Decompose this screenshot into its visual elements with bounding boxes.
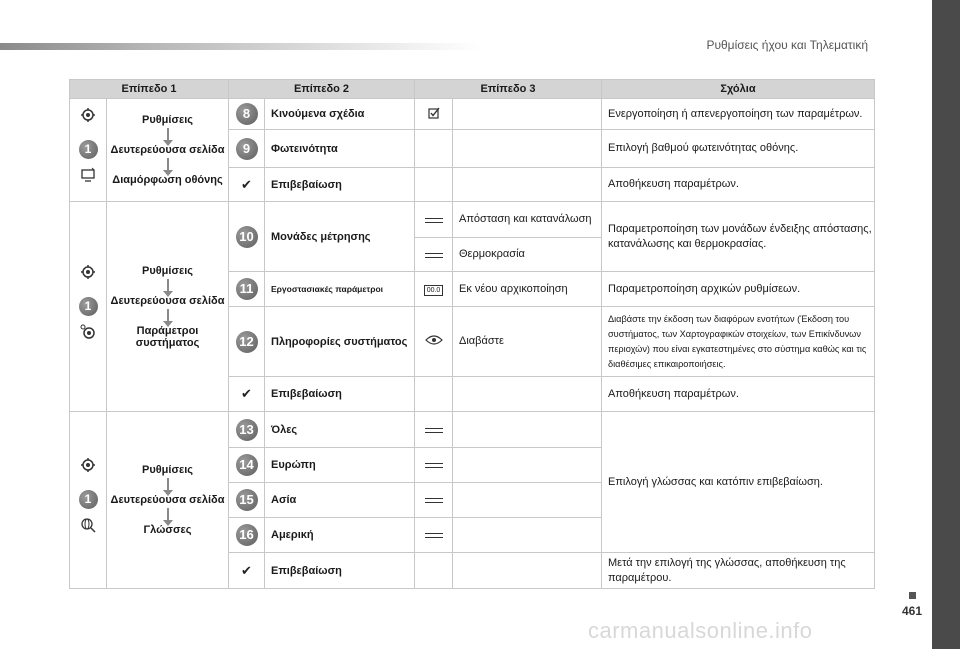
level2-label: Όλες <box>265 412 415 448</box>
arrow-down-icon <box>167 478 169 492</box>
page-marker <box>909 592 916 599</box>
step-badge: 14 <box>236 454 258 476</box>
step-badge: 9 <box>236 138 258 160</box>
header-level3: Επίπεδο 3 <box>415 80 602 99</box>
nav-step: Δευτερεύουσα σελίδα <box>110 294 225 307</box>
step-badge: 11 <box>236 278 258 300</box>
checkmark-icon: ✔ <box>241 176 252 192</box>
nav-step: Παράμετροι συστήματος <box>135 324 200 349</box>
page-number: 461 <box>901 604 922 618</box>
option-icon <box>425 533 443 538</box>
level3-option: Διαβάστε <box>453 307 602 377</box>
header-level2: Επίπεδο 2 <box>229 80 415 99</box>
option-icon <box>425 428 443 433</box>
level3-option: Εκ νέου αρχικοποίηση <box>453 272 602 307</box>
checkmark-icon: ✔ <box>241 562 252 578</box>
header-level1: Επίπεδο 1 <box>70 80 229 99</box>
level2-label: Αμερική <box>265 518 415 553</box>
nav-path-group1 <box>107 99 229 202</box>
level1-icons-group3 <box>70 412 107 589</box>
nav-step: Δευτερεύουσα σελίδα <box>110 144 225 156</box>
level2-label: Επιβεβαίωση <box>265 168 415 202</box>
level3-option: Απόσταση και κατανάλωση <box>453 202 602 238</box>
table-header-row <box>70 80 875 99</box>
level2-label: Ευρώπη <box>265 448 415 483</box>
step-badge: 1 <box>79 140 98 159</box>
checkmark-icon: ✔ <box>241 386 252 401</box>
comment: Αποθήκευση παραμέτρων. <box>602 377 875 412</box>
step-badge: 15 <box>236 489 258 511</box>
level2-label: Εργοστασιακές παράμετροι <box>265 272 415 307</box>
gear-icon <box>70 455 106 485</box>
step-badge: 16 <box>236 524 258 546</box>
step-badge: 13 <box>236 419 258 441</box>
nav-step: Ρυθμίσεις <box>142 464 193 476</box>
level2-label: Κινούμενα σχέδια <box>265 99 415 130</box>
header-gradient-bar <box>0 43 480 50</box>
gear-icon <box>70 262 106 292</box>
comment: Μετά την επιλογή της γλώσσας, αποθήκευση της παραμέτρου. <box>602 553 875 589</box>
gear-icon <box>70 105 106 135</box>
comment: Διαβάστε την έκδοση των διαφόρων ενοτήτων (Έκδοση του συστήματος, των Χαρτογραφικών στοιχείων, των Επικίνδυνων περιοχών) που είναι εγκατεστημένες στο σύστημα καθώς και τις διαθέσιμες επικαιροποιήσεις. <box>602 307 875 377</box>
option-icon <box>425 253 443 258</box>
nav-step: Ρυθμίσεις <box>142 264 193 277</box>
step-badge: 12 <box>236 331 258 353</box>
comment: Παραμετροποίηση των μονάδων ένδειξης απόστασης, κατανάλωσης και θερμοκρασίας. <box>602 202 875 272</box>
comment: Επιλογή βαθμού φωτεινότητας οθόνης. <box>602 130 875 168</box>
nav-step: Γλώσσες <box>143 524 192 536</box>
watermark: carmanualsonline.info <box>588 618 813 643</box>
arrow-down-icon <box>167 508 169 522</box>
level2-label: Επιβεβαίωση <box>265 377 415 412</box>
step-badge: 1 <box>79 490 98 509</box>
option-icon <box>425 218 443 223</box>
level2-label: Πληροφορίες συστήματος <box>265 307 415 377</box>
level3-option: Θερμοκρασία <box>453 238 602 272</box>
level2-label: Ασία <box>265 483 415 518</box>
arrow-down-icon <box>167 128 169 142</box>
nav-step: Διαμόρφωση οθόνης <box>112 174 223 186</box>
side-tab <box>932 0 960 649</box>
option-icon <box>425 463 443 468</box>
level2-label: Μονάδες μέτρησης <box>265 202 415 272</box>
nav-step: Δευτερεύουσα σελίδα <box>110 494 225 506</box>
arrow-down-icon <box>167 309 169 323</box>
arrow-down-icon <box>167 158 169 172</box>
comment: Επιλογή γλώσσας και κατόπιν επιβεβαίωση. <box>602 412 875 553</box>
comment: Ενεργοποίηση ή απενεργοποίηση των παραμέτρων. <box>602 99 875 130</box>
nav-step: Ρυθμίσεις <box>142 114 193 126</box>
level2-label: Φωτεινότητα <box>265 130 415 168</box>
comment: Παραμετροποίηση αρχικών ρυθμίσεων. <box>602 272 875 307</box>
level2-label: Επιβεβαίωση <box>265 553 415 589</box>
section-title: Ρυθμίσεις ήχου και Τηλεματική <box>706 38 868 52</box>
table-row <box>70 412 875 448</box>
step-badge: 10 <box>236 226 258 248</box>
screen-settings-icon <box>70 165 106 195</box>
system-settings-icon <box>70 322 106 352</box>
eye-icon <box>425 333 443 350</box>
level1-icons-group1 <box>70 99 107 202</box>
reset-counter-icon: 00.0 <box>424 285 444 296</box>
table-row <box>70 99 875 130</box>
header-comments: Σχόλια <box>602 80 875 99</box>
comment: Αποθήκευση παραμέτρων. <box>602 168 875 202</box>
step-badge: 1 <box>79 297 98 316</box>
nav-path-group2 <box>107 202 229 412</box>
settings-table <box>69 79 875 589</box>
step-badge: 8 <box>236 103 258 125</box>
option-icon <box>425 498 443 503</box>
language-icon <box>70 515 106 545</box>
nav-path-group3 <box>107 412 229 589</box>
level1-icons-group2 <box>70 202 107 412</box>
checkbox-icon <box>428 106 440 123</box>
table-row <box>70 202 875 238</box>
arrow-down-icon <box>167 279 169 293</box>
